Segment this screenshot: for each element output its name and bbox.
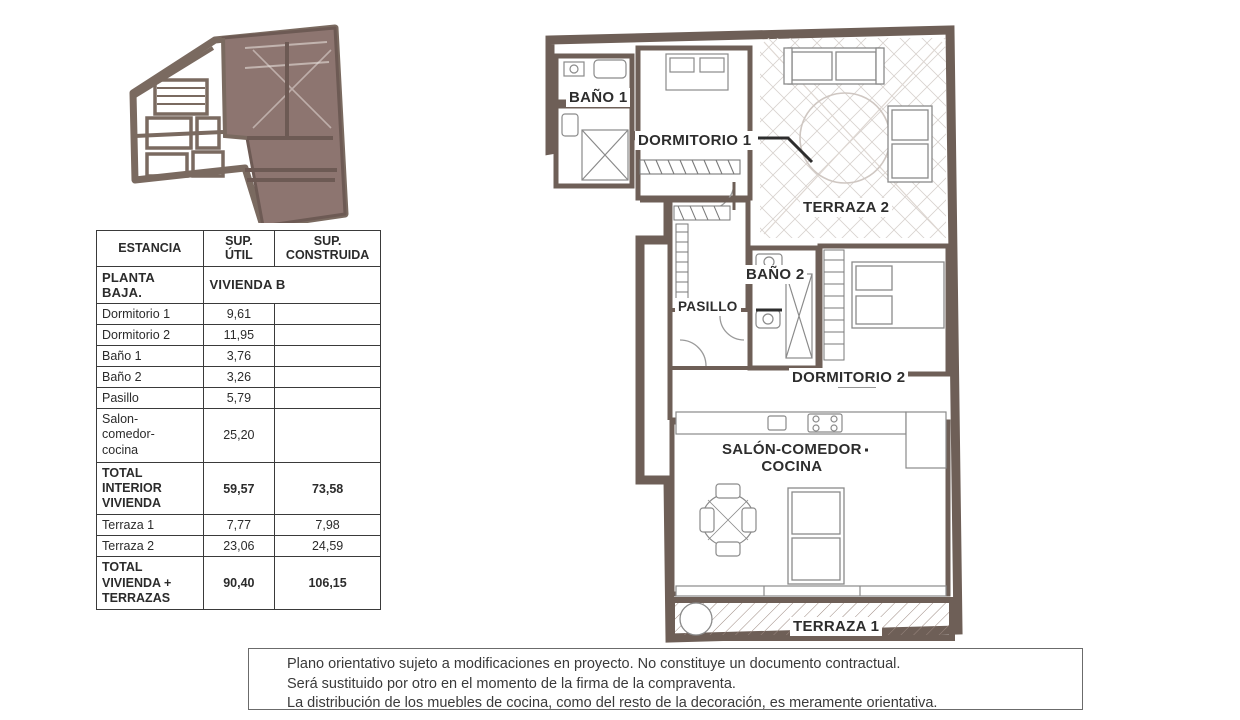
plan-label-dormitorio-1: DORMITORIO 1	[635, 131, 754, 150]
plan-label-terraza-2: TERRAZA 2	[800, 198, 892, 217]
table-row	[97, 303, 381, 324]
row-label	[97, 408, 204, 462]
row-util: 59,57	[203, 462, 275, 515]
header-construida-line1: SUP.	[313, 234, 342, 248]
table-row	[97, 324, 381, 345]
section-vivienda: VIVIENDA B	[203, 266, 380, 303]
wardrobe	[640, 160, 740, 174]
table-row	[97, 387, 381, 408]
table-row	[97, 515, 381, 536]
disclaimer-line-1: Plano orientativo sujeto a modificaciones en proyecto. No constituye un documento contractual.	[287, 656, 901, 672]
plan-label-salon-comedor-cocina	[719, 440, 865, 477]
row-util: 25,20	[203, 408, 275, 462]
table-row-total-interior	[97, 462, 381, 515]
section-planta: PLANTA BAJA.	[97, 266, 204, 303]
row-label-text: TOTAL VIVIENDA + TERRAZAS	[102, 560, 172, 605]
bed-furniture-2	[852, 262, 944, 328]
row-label: Dormitorio 2	[97, 324, 204, 345]
wardrobe-2	[824, 250, 844, 360]
table-row-total-vivienda-terrazas	[97, 557, 381, 610]
row-label: Terraza 1	[97, 515, 204, 536]
row-label: Terraza 2	[97, 536, 204, 557]
row-label: Dormitorio 1	[97, 303, 204, 324]
table-header-row	[97, 231, 381, 267]
table-section-row	[97, 266, 381, 303]
row-construida	[275, 408, 381, 462]
row-construida: 73,58	[275, 462, 381, 515]
plan-label-pasillo: PASILLO	[675, 298, 741, 315]
row-util: 3,76	[203, 345, 275, 366]
salon-label-line1: SALÓN-COMEDOR	[722, 441, 862, 458]
row-label-text: Salon-comedor-cocina	[102, 411, 155, 457]
table-row	[97, 408, 381, 462]
row-construida	[275, 366, 381, 387]
table-row	[97, 536, 381, 557]
plan-label-bano-2: BAÑO 2	[743, 265, 807, 284]
row-construida	[275, 324, 381, 345]
dormitorio-1-room	[638, 48, 750, 210]
salon-sofa	[788, 488, 844, 584]
row-label	[97, 462, 204, 515]
row-util: 3,26	[203, 366, 275, 387]
row-construida	[275, 303, 381, 324]
row-label: Pasillo	[97, 387, 204, 408]
row-construida	[275, 345, 381, 366]
row-util: 11,95	[203, 324, 275, 345]
header-superficie-construida	[275, 231, 381, 267]
row-label: Baño 2	[97, 366, 204, 387]
row-util: 5,79	[203, 387, 275, 408]
row-label	[97, 557, 204, 610]
bano-1-room	[556, 56, 632, 186]
row-util: 9,61	[203, 303, 275, 324]
surface-area-table	[96, 230, 381, 610]
row-util: 23,06	[203, 536, 275, 557]
row-construida: 7,98	[275, 515, 381, 536]
plan-label-bano-1: BAÑO 1	[566, 88, 630, 107]
plan-label-terraza-1: TERRAZA 1	[790, 617, 882, 636]
disclaimer-line-2: Será sustituido por otro en el momento de la firma de la compraventa.	[287, 675, 736, 692]
bed-furniture	[666, 54, 728, 90]
dormitorio-2-room	[820, 246, 948, 374]
salon-glazing	[676, 586, 946, 596]
disclaimer-box	[248, 648, 1083, 710]
table-row	[97, 366, 381, 387]
row-construida: 106,15	[275, 557, 381, 610]
row-construida	[275, 387, 381, 408]
header-util-line1: SUP.	[225, 234, 253, 248]
sofa-furniture	[784, 48, 884, 84]
header-estancia: ESTANCIA	[97, 231, 204, 267]
floor-plan	[520, 10, 1020, 660]
plan-label-dormitorio-2: DORMITORIO 2	[789, 368, 908, 387]
row-construida: 24,59	[275, 536, 381, 557]
lounger-furniture	[888, 106, 932, 182]
key-plan	[95, 18, 355, 223]
header-construida-line2: CONSTRUIDA	[285, 248, 370, 263]
disclaimer-line-3: La distribución de los muebles de cocina, como del resto de la decoración, es meramente orientativa.	[287, 695, 938, 712]
header-util-line2: ÚTIL	[224, 248, 253, 263]
row-util: 7,77	[203, 515, 275, 536]
header-superficie-util	[203, 231, 275, 267]
row-util: 90,40	[203, 557, 275, 610]
salon-label-line2: COCINA	[761, 458, 823, 476]
table-row	[97, 345, 381, 366]
row-label: Baño 1	[97, 345, 204, 366]
row-label-text: TOTAL INTERIOR VIVIENDA	[102, 465, 162, 511]
